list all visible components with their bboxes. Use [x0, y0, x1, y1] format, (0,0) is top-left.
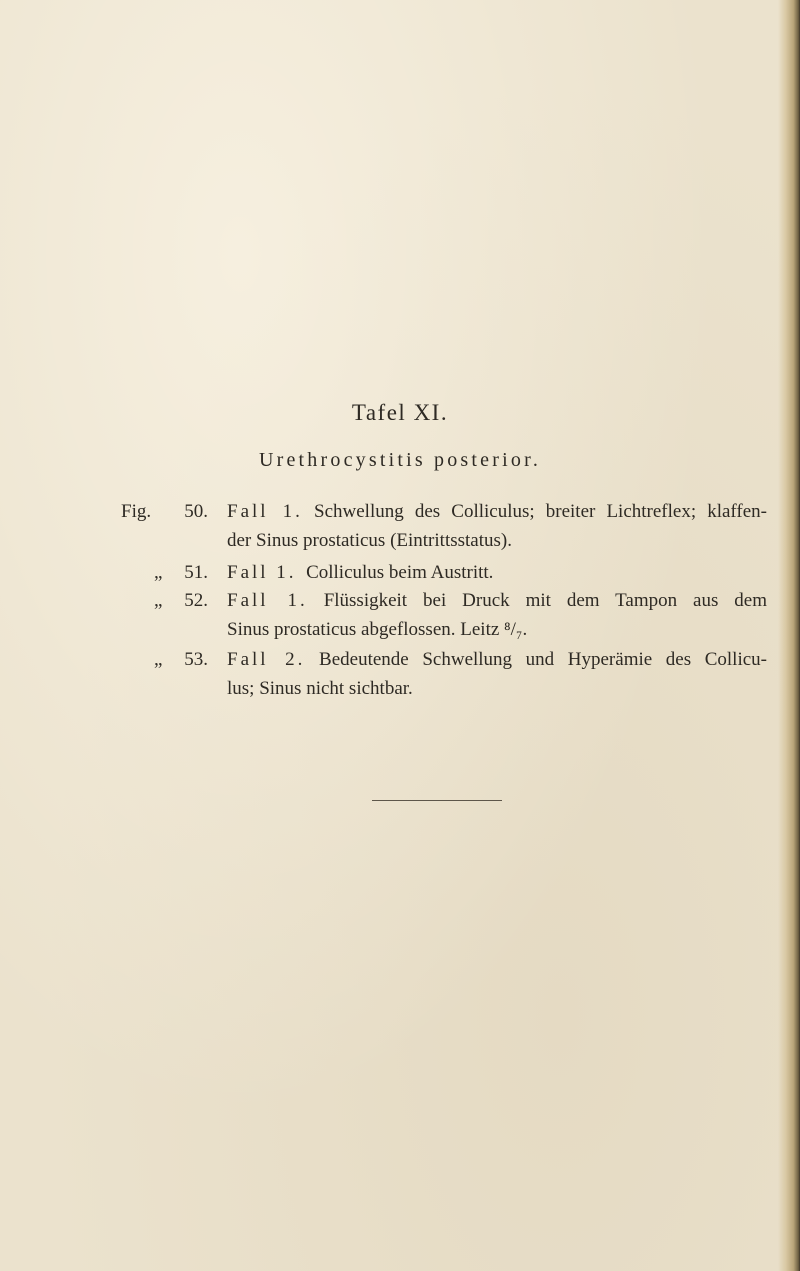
- figure-number: 53.: [184, 649, 208, 670]
- page-edge: [778, 0, 800, 1271]
- plate-title: Tafel XI.: [351, 400, 449, 425]
- figure-caption: [227, 558, 767, 587]
- caption-text: Flüssigkeit bei Druck mit dem Tampon aus dem: [323, 590, 768, 611]
- caption-text: Colliculus beim Austritt.: [306, 562, 494, 583]
- figure-prefix: Fig.: [121, 501, 152, 522]
- caption-line: der Sinus prostaticus (Eintrittsstatus).: [227, 530, 512, 551]
- ditto-mark: „: [154, 562, 163, 583]
- case-label: Fall 1.: [227, 590, 308, 611]
- caption-line: [227, 558, 767, 587]
- figure-caption: [227, 497, 767, 555]
- caption-line: [227, 497, 767, 526]
- figure-number: 52.: [184, 590, 208, 611]
- caption-line: Sinus prostaticus abgeflossen. Leitz ⁸/₇.: [227, 619, 528, 640]
- figure-number: 51.: [184, 562, 208, 583]
- caption-text: Schwellung des Colliculus; breiter Lichtreflex; klaffen-: [314, 501, 768, 522]
- plate-subtitle: Urethrocystitis posterior.: [258, 449, 542, 471]
- figure-caption: [227, 645, 767, 703]
- figure-caption: [227, 586, 767, 644]
- caption-text: Bedeutende Schwellung und Hyperämie des Collicu-: [319, 649, 768, 670]
- caption-line: [227, 586, 767, 615]
- closing-rule: [372, 800, 502, 801]
- figure-number: 50.: [184, 501, 208, 522]
- case-label: Fall 1.: [227, 501, 303, 522]
- ditto-mark: „: [154, 649, 163, 670]
- ditto-mark: „: [154, 590, 163, 611]
- case-label: Fall 1.: [227, 562, 297, 583]
- caption-line: [227, 645, 767, 674]
- case-label: Fall 2.: [227, 649, 306, 670]
- caption-line: lus; Sinus nicht sichtbar.: [227, 678, 413, 699]
